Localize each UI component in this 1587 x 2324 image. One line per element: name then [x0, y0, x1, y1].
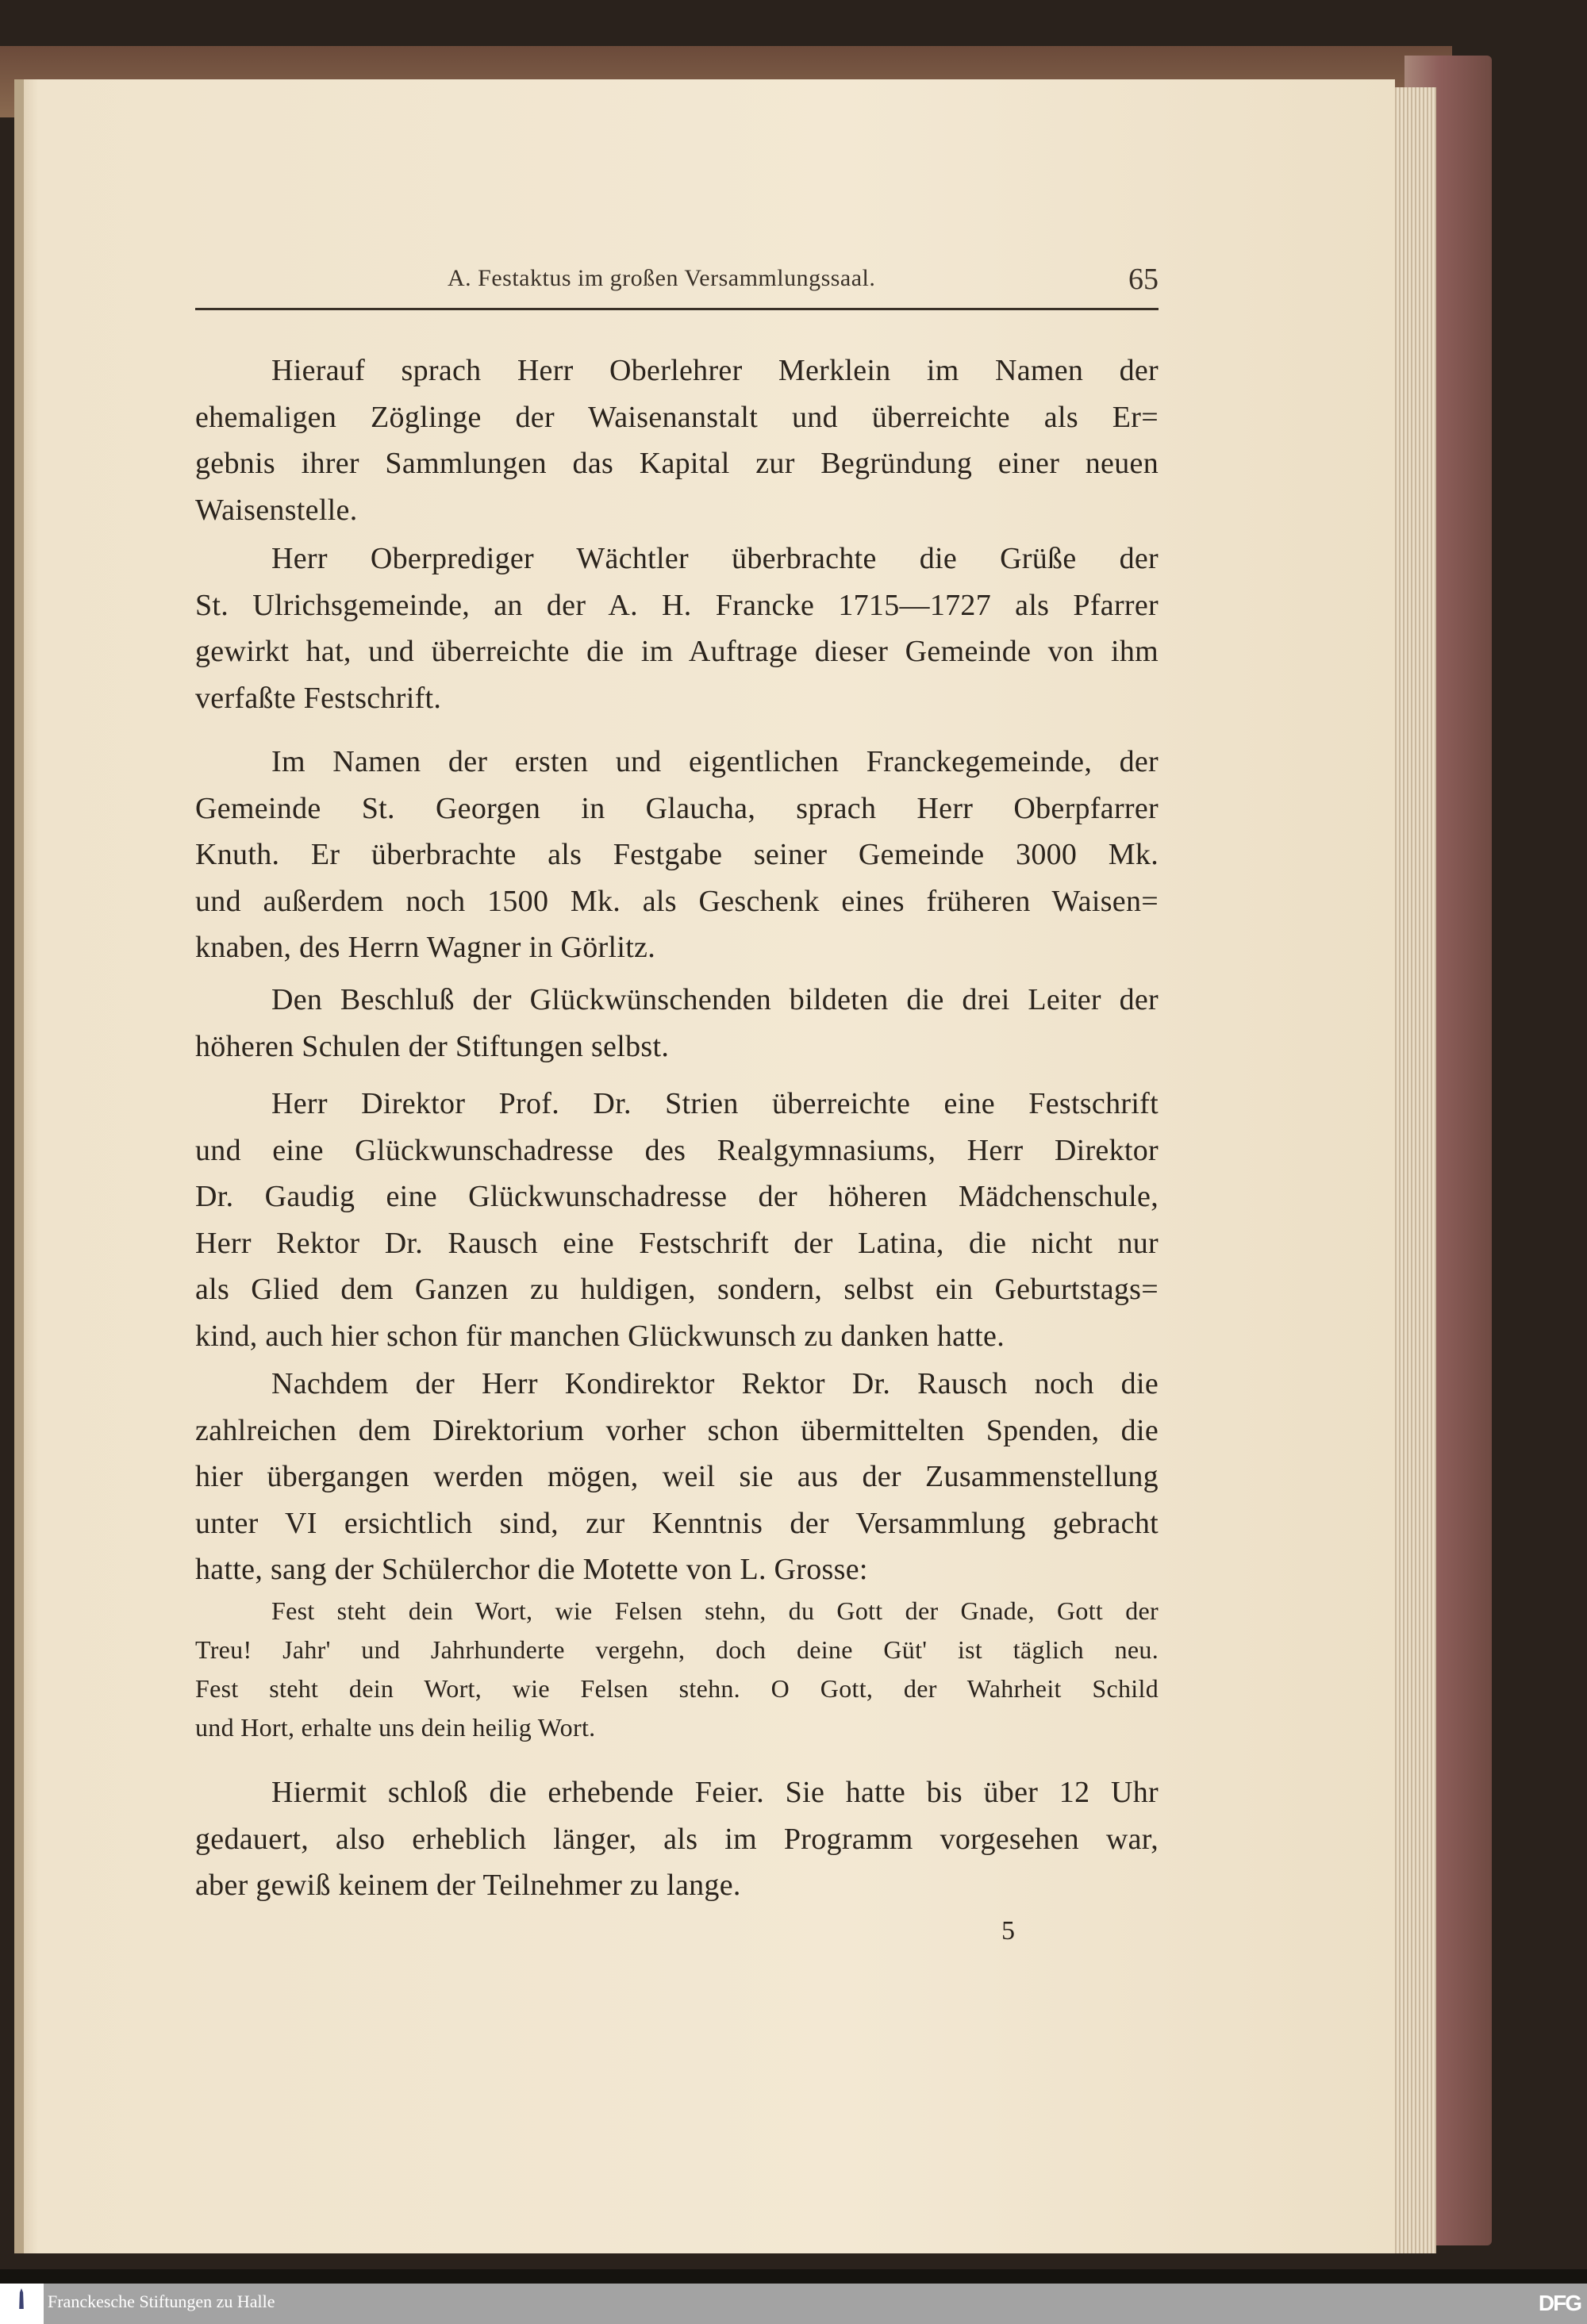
institution-name[interactable]: Franckesche Stiftungen zu Halle	[48, 2291, 275, 2311]
running-title: A. Festaktus im großen Versammlungssaal.	[448, 265, 876, 291]
text-line: Herr Oberprediger Wächtler überbrachte die Grüße der	[271, 542, 1159, 575]
text-line: gedauert, also erheblich länger, als im Programm vorgesehen war,	[195, 1822, 1159, 1856]
text-line: Nachdem der Herr Kondirektor Rektor Dr. Rausch noch die	[271, 1367, 1159, 1400]
closing-paragraph	[195, 1769, 1159, 1909]
text-line: unter VI ersichtlich sind, zur Kenntnis der Versammlung gebracht	[195, 1506, 1159, 1540]
text-line: kind, auch hier schon für manchen Glückwunsch zu danken hatte.	[195, 1319, 1005, 1353]
paragraph	[195, 536, 1159, 721]
running-header	[195, 262, 1159, 302]
text-line: knaben, des Herrn Wagner in Görlitz.	[195, 931, 656, 964]
paragraph	[195, 1081, 1159, 1359]
text-line: Den Beschluß der Glückwünschenden bildeten die drei Leiter der	[271, 983, 1159, 1016]
text-line: Herr Rektor Dr. Rausch eine Festschrift der Latina, die nicht nur	[195, 1226, 1159, 1260]
text-line: Treu! Jahr' und Jahrhunderte vergehn, doch deine Güt' ist täglich neu.	[195, 1635, 1159, 1664]
text-line: Herr Direktor Prof. Dr. Strien überreichte eine Festschrift	[271, 1087, 1159, 1120]
text-line: Im Namen der ersten und eigentlichen Franckegemeinde, der	[271, 745, 1159, 778]
scan-border	[0, 2269, 1587, 2284]
text-line: und eine Glückwunschadresse des Realgymnasiums, Herr Direktor	[195, 1133, 1159, 1167]
text-line: gewirkt hat, und überreichte die im Auftrage dieser Gemeinde von ihm	[195, 635, 1159, 668]
paragraph	[195, 1361, 1159, 1593]
text-line: Dr. Gaudig eine Glückwunschadresse der höheren Mädchenschule,	[195, 1180, 1159, 1213]
paragraph	[195, 348, 1159, 533]
text-line: Hierauf sprach Herr Oberlehrer Merklein im Namen der	[271, 354, 1159, 387]
text-line: höheren Schulen der Stiftungen selbst.	[195, 1029, 670, 1063]
text-line: Fest steht dein Wort, wie Felsen stehn. O Gott, der Wahrheit Schild	[195, 1674, 1159, 1703]
text-line: St. Ulrichsgemeinde, an der A. H. Francke 1715—1727 als Pfarrer	[195, 588, 1159, 622]
signature-mark: 5	[1001, 1916, 1015, 1946]
paragraph	[195, 977, 1159, 1070]
page-gutter	[14, 79, 24, 2253]
text-line: zahlreichen dem Direktorium vorher schon übermittelten Spenden, die	[195, 1413, 1159, 1447]
text-line: und Hort, erhalte uns dein heilig Wort.	[195, 1713, 596, 1742]
dfg-logo[interactable]: DFG	[1538, 2291, 1581, 2315]
text-line: Waisenstelle.	[195, 493, 358, 527]
text-line: als Glied dem Ganzen zu huldigen, sondern, selbst ein Geburtstags=	[195, 1273, 1159, 1306]
page-number: 65	[1128, 263, 1159, 296]
text-line: hatte, sang der Schülerchor die Motette von L. Grosse:	[195, 1553, 868, 1586]
text-line: hier übergangen werden mögen, weil sie aus der Zusammenstellung	[195, 1460, 1159, 1493]
header-rule	[195, 308, 1159, 310]
text-line: Hiermit schloß die erhebende Feier. Sie hatte bis über 12 Uhr	[271, 1776, 1159, 1809]
institution-logo[interactable]	[0, 2284, 44, 2324]
paragraph	[195, 739, 1159, 971]
statue-icon	[16, 2288, 27, 2309]
text-line: Knuth. Er überbrachte als Festgabe seiner Gemeinde 3000 Mk.	[195, 838, 1159, 871]
text-line: Fest steht dein Wort, wie Felsen stehn, du Gott der Gnade, Gott der	[271, 1596, 1159, 1625]
poem-quote	[195, 1592, 1159, 1747]
text-line: Gemeinde St. Georgen in Glaucha, sprach Herr Oberpfarrer	[195, 791, 1159, 825]
text-line: aber gewiß keinem der Teilnehmer zu lange.	[195, 1869, 741, 1902]
text-line: verfaßte Festschrift.	[195, 681, 442, 715]
viewer-footer	[0, 2284, 1587, 2324]
text-line: ehemaligen Zöglinge der Waisenanstalt und überreichte als Er=	[195, 400, 1159, 434]
text-line: gebnis ihrer Sammlungen das Kapital zur Begründung einer neuen	[195, 447, 1159, 480]
text-line: und außerdem noch 1500 Mk. als Geschenk eines früheren Waisen=	[195, 884, 1159, 918]
